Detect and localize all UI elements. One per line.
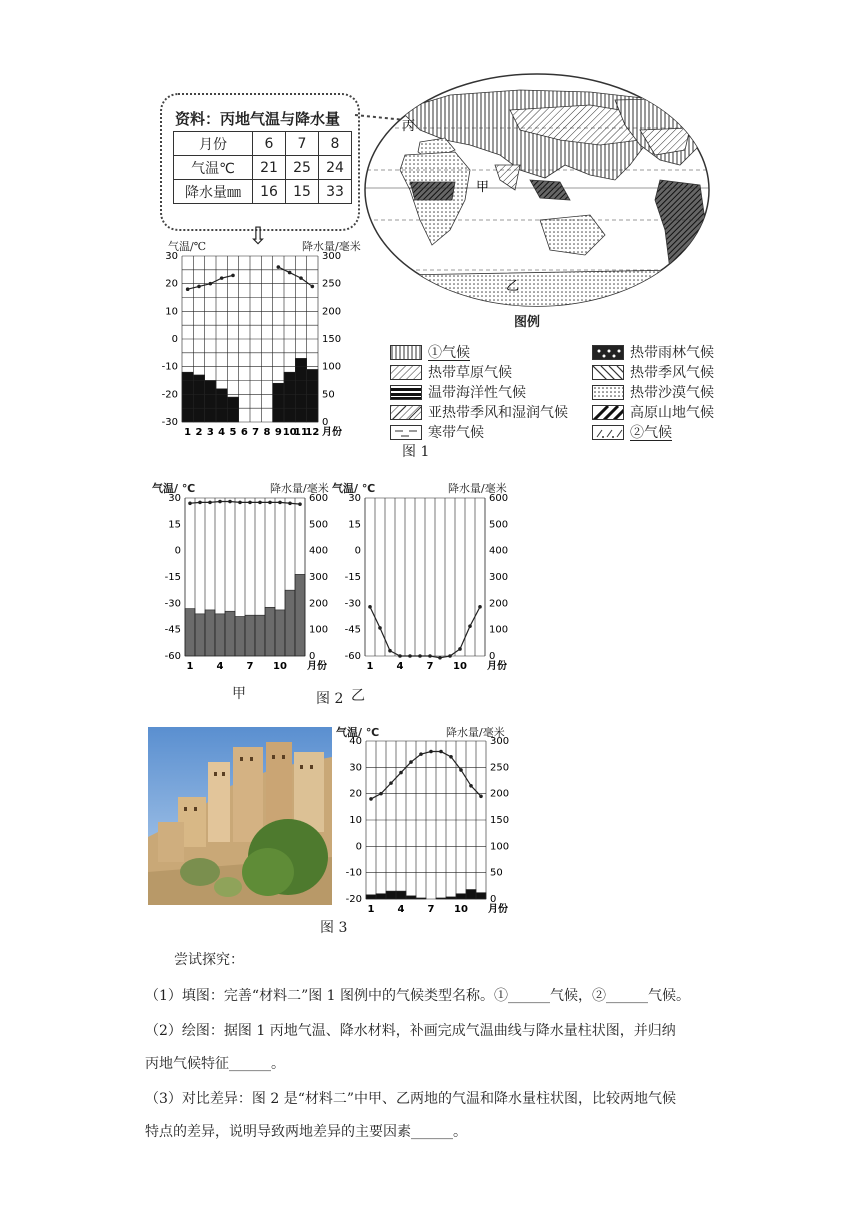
question-2-line1: （2）绘图：据图 1 丙地气温、降水材料，补画完成气温曲线与降水量柱状图，并归纳	[145, 1023, 676, 1039]
temperature-point	[429, 750, 433, 754]
precip-bar	[466, 890, 476, 899]
temp-tick-label: 10	[165, 306, 178, 318]
temperature-point	[428, 654, 432, 658]
yi-climate-chart	[335, 490, 515, 680]
callout-title: 资料：丙地气温与降水量	[175, 110, 341, 128]
table-cell: 25	[286, 156, 319, 180]
temperature-point	[439, 750, 443, 754]
precip-bar	[476, 893, 486, 899]
table-cell: 8	[319, 132, 352, 156]
month-tick-label: 1	[186, 661, 194, 672]
chart-yi-temp-label: 气温/ ℃	[332, 482, 376, 495]
legend-label: 高原山地气候	[630, 405, 714, 421]
precip-bar	[376, 894, 386, 899]
month-tick-label: 6	[240, 427, 248, 438]
legend-item	[592, 363, 714, 381]
bing-climate-chart	[160, 250, 360, 440]
temperature-point	[458, 647, 462, 651]
temperature-point	[418, 654, 422, 658]
temperature-point	[388, 649, 392, 653]
precip-bar	[366, 895, 376, 899]
temp-tick-label: -30	[164, 598, 181, 610]
table-cell: 16	[253, 180, 286, 204]
temperature-point	[278, 501, 282, 505]
down-arrow-icon: ⇩	[248, 222, 269, 250]
month-unit-label: 月份	[322, 427, 342, 438]
legend-label: 热带草原气候	[428, 365, 512, 381]
precip-bar	[193, 375, 204, 422]
month-tick-label: 10	[454, 904, 468, 915]
temperature-point	[408, 654, 412, 658]
month-unit-label: 月份	[487, 661, 507, 672]
month-tick-label: 12	[305, 427, 320, 438]
table-cell: 33	[319, 180, 352, 204]
temperature-point	[268, 501, 272, 505]
temperature-point	[208, 501, 212, 505]
temperature-point	[379, 792, 383, 796]
temperature-point	[218, 500, 222, 504]
precip-tick-label: 500	[309, 519, 329, 531]
temperature-point	[248, 501, 252, 505]
temp-tick-label: -10	[345, 867, 362, 879]
precip-tick-label: 200	[490, 788, 510, 800]
precip-tick-label: 300	[489, 572, 509, 583]
precip-bar	[215, 614, 225, 656]
temp-tick-label: 20	[165, 278, 178, 290]
precip-tick-label: 300	[309, 572, 329, 583]
temp-tick-label: 30	[348, 493, 361, 504]
temp-tick-label: 0	[355, 841, 362, 853]
chart-yi-precip-label: 降水量/毫米	[448, 482, 507, 495]
precip-bar	[205, 610, 215, 656]
temperature-point	[288, 271, 292, 275]
legend-item	[390, 423, 484, 441]
temp-tick-label: 30	[168, 493, 181, 504]
temperature-point	[238, 501, 242, 505]
temperature-point	[258, 501, 262, 505]
precip-bar	[284, 372, 295, 422]
legend-item-blank-2	[592, 423, 672, 441]
table-row-label: 气温℃	[174, 156, 253, 180]
temperature-point	[231, 274, 235, 278]
temperature-point	[198, 501, 202, 505]
temp-tick-label: 0	[171, 334, 178, 345]
temperature-point	[449, 755, 453, 759]
chart-fig3-temp-label: 气温/ ℃	[336, 726, 380, 739]
legend-item	[390, 403, 568, 421]
temperature-point	[389, 781, 393, 785]
legend-label: 热带雨林气候	[630, 345, 714, 361]
question-3-line1: （3）对比差异：图 2 是“材料二”中甲、乙两地的气温和降水量柱状图，比较两地气候	[145, 1091, 677, 1107]
precip-bar	[205, 381, 216, 423]
label-jia: 甲	[232, 686, 246, 702]
chart1-temp-axis-label: 气温/℃	[168, 240, 207, 253]
legend-label: 热带沙漠气候	[630, 385, 714, 401]
precip-bar	[446, 897, 456, 899]
table-cell: 15	[286, 180, 319, 204]
map-label-yi: 乙	[506, 279, 520, 294]
temperature-point	[438, 656, 442, 660]
section-intro: 尝试探究：	[174, 952, 244, 968]
temperature-point	[468, 624, 472, 628]
precip-tick-label: 500	[489, 519, 509, 531]
precip-bar	[386, 891, 396, 899]
table-row-label: 降水量㎜	[174, 180, 253, 204]
precip-tick-label: 100	[490, 841, 510, 853]
precip-bar	[195, 614, 205, 656]
map-label-bing: 丙	[402, 119, 416, 134]
map-label-jia: 甲	[476, 180, 490, 195]
month-tick-label: 5	[229, 427, 237, 438]
temp-tick-label: 40	[349, 736, 362, 747]
precip-tick-label: 300	[490, 736, 510, 747]
precip-bar	[185, 609, 195, 656]
figure2-caption: 图 2	[316, 691, 344, 707]
precip-bar	[406, 896, 416, 899]
precip-tick-label: 150	[322, 334, 342, 345]
legend-label: 温带海洋性气候	[428, 385, 526, 401]
temperature-point	[188, 501, 192, 505]
legend-item	[592, 403, 714, 421]
temp-tick-label: -10	[161, 361, 178, 373]
table-cell: 7	[286, 132, 319, 156]
chart-fig3-precip-label: 降水量/毫米	[446, 726, 505, 739]
month-tick-label: 7	[426, 661, 434, 672]
month-tick-label: 1	[367, 904, 375, 915]
temperature-point	[469, 784, 473, 788]
precip-bar	[255, 615, 265, 656]
figure1-caption: 图 1	[402, 444, 430, 460]
month-tick-label: 2	[195, 427, 203, 438]
temperature-point	[478, 605, 482, 609]
bing-data-table	[173, 131, 352, 204]
precip-tick-label: 200	[489, 598, 509, 610]
precip-tick-label: 400	[309, 545, 329, 557]
temperature-point	[298, 502, 302, 506]
temp-tick-label: 0	[354, 545, 361, 557]
temperature-point	[369, 797, 373, 801]
temp-tick-label: 30	[165, 251, 178, 262]
temperature-point	[398, 654, 402, 658]
month-tick-label: 4	[396, 661, 404, 672]
precip-bar	[285, 590, 295, 656]
precip-tick-label: 50	[490, 867, 503, 879]
precip-tick-label: 100	[489, 624, 509, 636]
temp-tick-label: 30	[349, 762, 362, 774]
precip-bar	[216, 389, 227, 422]
precip-bar	[225, 611, 235, 656]
month-unit-label: 月份	[307, 661, 327, 672]
question-1: （1）填图：完善“材料二”图 1 图例中的气候类型名称。①______气候，②______气候。	[145, 988, 691, 1004]
label-yi: 乙	[351, 688, 365, 704]
temp-tick-label: 15	[168, 519, 181, 531]
temp-tick-label: -30	[344, 598, 361, 610]
legend-item	[592, 383, 714, 401]
legend-title: 图例	[514, 315, 541, 330]
precip-bar	[273, 383, 284, 422]
precip-tick-label: 300	[322, 251, 342, 262]
month-unit-label: 月份	[488, 904, 508, 915]
legend-item	[592, 343, 714, 361]
precip-bar	[295, 358, 306, 422]
precip-tick-label: 400	[489, 545, 509, 557]
table-cell: 6	[253, 132, 286, 156]
precip-bar	[182, 372, 193, 422]
temp-tick-label: -15	[344, 572, 361, 583]
table-cell: 21	[253, 156, 286, 180]
jia-climate-chart	[155, 490, 335, 680]
legend-label: 热带季风气候	[630, 365, 714, 381]
legend-item	[390, 363, 512, 381]
precip-tick-label: 0	[489, 651, 496, 662]
precip-tick-label: 250	[490, 762, 510, 774]
temperature-point	[409, 760, 413, 764]
temperature-point	[479, 795, 483, 799]
precip-tick-label: 0	[322, 417, 329, 428]
precip-tick-label: 100	[322, 361, 342, 373]
precip-tick-label: 0	[490, 894, 497, 905]
month-tick-label: 10	[282, 427, 297, 438]
temperature-point	[378, 626, 382, 630]
precip-bar	[275, 610, 285, 656]
precip-bar	[307, 369, 318, 422]
precip-bar	[295, 574, 305, 656]
month-tick-label: 1	[366, 661, 374, 672]
month-tick-label: 4	[216, 661, 224, 672]
temperature-point	[209, 282, 213, 286]
precip-bar	[227, 397, 238, 422]
precip-bar	[456, 894, 466, 899]
temperature-point	[277, 265, 281, 269]
precip-tick-label: 100	[309, 624, 329, 636]
temperature-point	[399, 771, 403, 775]
temp-tick-label: -45	[344, 624, 361, 636]
month-tick-label: 10	[453, 661, 467, 672]
chart1-precip-axis-label: 降水量/毫米	[302, 240, 361, 253]
precip-tick-label: 200	[309, 598, 329, 610]
temperature-point	[288, 501, 292, 505]
precip-tick-label: 600	[489, 493, 509, 504]
temp-tick-label: -45	[164, 624, 181, 636]
month-tick-label: 4	[397, 904, 405, 915]
month-tick-label: 9	[274, 427, 282, 438]
month-tick-label: 4	[218, 427, 226, 438]
precip-tick-label: 600	[309, 493, 329, 504]
world-climate-map	[360, 70, 715, 310]
temperature-point	[368, 605, 372, 609]
chart-jia-precip-label: 降水量/毫米	[270, 482, 329, 495]
temperature-point	[197, 285, 201, 289]
month-tick-label: 1	[184, 427, 192, 438]
precip-tick-label: 150	[490, 815, 510, 826]
month-tick-label: 7	[252, 427, 260, 438]
temp-tick-label: 15	[348, 519, 361, 531]
table-cell: 24	[319, 156, 352, 180]
temp-tick-label: -60	[164, 651, 181, 662]
temp-tick-label: -15	[164, 572, 181, 583]
temp-tick-label: 0	[174, 545, 181, 557]
legend-label: ①气候	[428, 345, 470, 361]
yemen-buildings-photo	[148, 727, 332, 905]
temperature-point	[228, 500, 232, 504]
temperature-point	[299, 276, 303, 280]
month-tick-label: 11	[294, 427, 308, 438]
chart-jia-temp-label: 气温/ ℃	[152, 482, 196, 495]
legend-label: 亚热带季风和湿润气候	[428, 405, 568, 421]
temperature-point	[459, 768, 463, 772]
question-3-line2: 特点的差异，说明导致两地差异的主要因素______。	[145, 1124, 467, 1140]
temp-tick-label: -20	[345, 894, 362, 905]
figure3-caption: 图 3	[320, 920, 348, 936]
legend-item	[390, 383, 526, 401]
month-tick-label: 7	[427, 904, 435, 915]
precip-bar	[396, 891, 406, 899]
temperature-point	[220, 276, 224, 280]
precip-tick-label: 250	[322, 278, 342, 290]
precip-tick-label: 0	[309, 651, 316, 662]
legend-label: ②气候	[630, 425, 672, 441]
fig3-climate-chart	[340, 734, 515, 919]
table-row-label: 月份	[174, 132, 253, 156]
temperature-point	[419, 752, 423, 756]
legend-label: 寒带气候	[428, 425, 484, 441]
precip-bar	[265, 607, 275, 656]
temp-tick-label: -30	[161, 417, 178, 428]
month-tick-label: 8	[263, 427, 271, 438]
question-2-line2: 丙地气候特征______。	[145, 1056, 285, 1072]
temp-tick-label: -60	[344, 651, 361, 662]
precip-tick-label: 50	[322, 389, 335, 401]
month-tick-label: 7	[246, 661, 254, 672]
month-tick-label: 3	[206, 427, 214, 438]
precip-tick-label: 200	[322, 306, 342, 318]
temp-tick-label: 20	[349, 788, 362, 800]
temp-tick-label: -20	[161, 389, 178, 401]
temperature-point	[448, 654, 452, 658]
temperature-point	[311, 285, 315, 289]
month-tick-label: 10	[273, 661, 287, 672]
temp-tick-label: 10	[349, 815, 362, 826]
precip-bar	[245, 615, 255, 656]
precip-bar	[235, 617, 245, 657]
temperature-point	[186, 287, 190, 291]
legend-item-blank-1	[390, 343, 470, 361]
